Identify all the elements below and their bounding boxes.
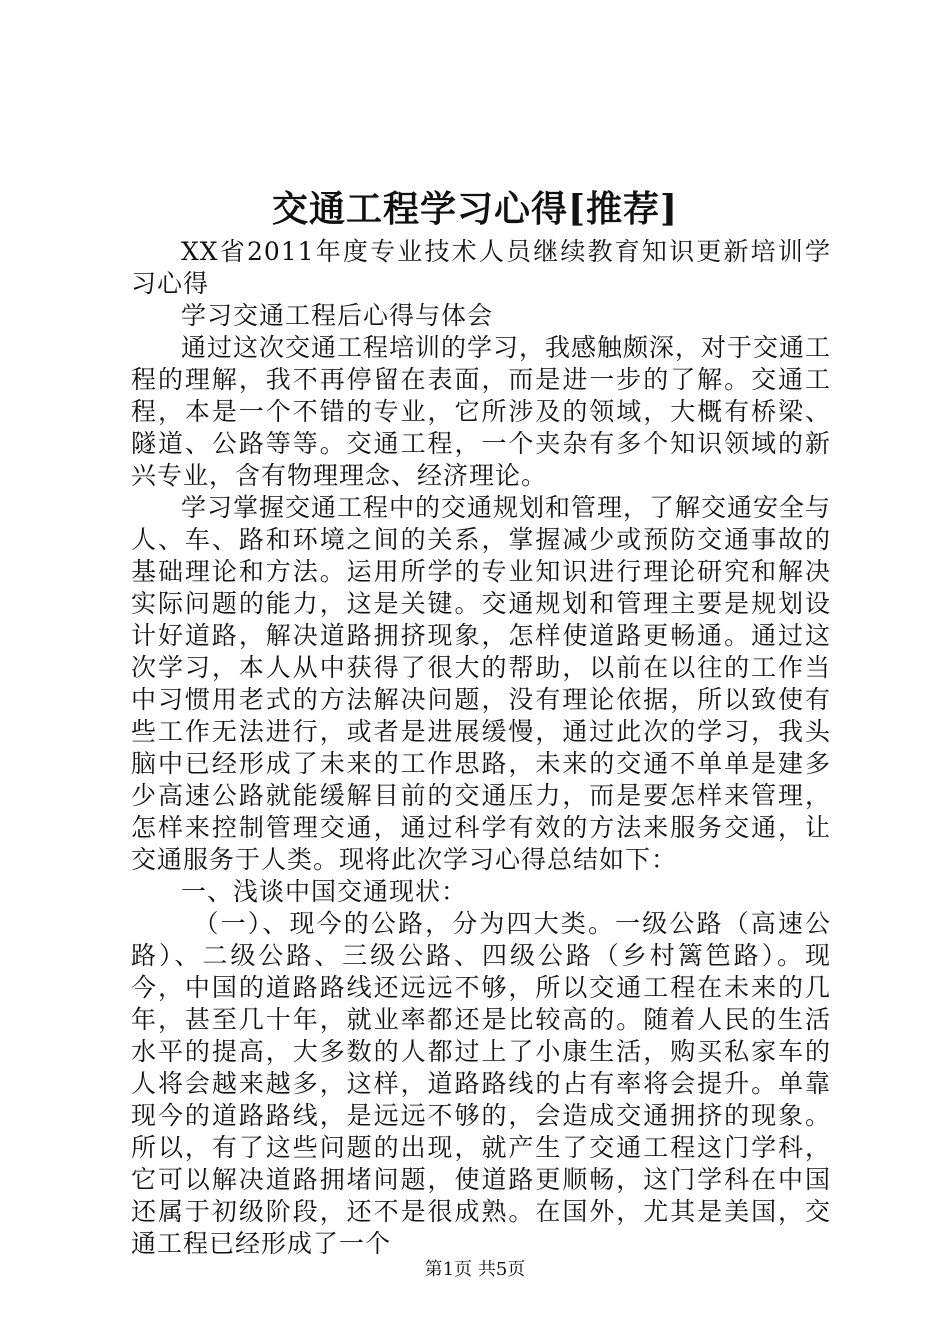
- paragraph-current-roads: （一）、现今的公路，分为四大类。一级公路（高速公路）、二级公路、三级公路、四级公路（乡村篱笆路）。现今，中国的道路路线还远远不够，所以交通工程在未来的几年，甚至几十年，就业率都还是比较高的。随着人民的生活水平的提高，大多数的人都过上了小康生活，购买私家车的人将会越来越多，这样，道路路线的占有率将会提升。单靠现今的道路路线，是远远不够的，会造成交通拥挤的现象。所以，有了这些问题的出现，就产生了交通工程这门学科，它可以解决道路拥堵问题，使道路更顺畅，这门学科在中国还属于初级阶段，还不是很成熟。在国外，尤其是美国，交通工程已经形成了一个: [131, 909, 831, 1258]
- page-footer: 第1页 共5页: [424, 1259, 526, 1280]
- document-title: 交通工程学习心得[推荐]: [271, 188, 679, 230]
- paragraph-course-heading: XX省2011年度专业技术人员继续教育知识更新培训学习心得: [131, 237, 831, 298]
- paragraph-intro: 通过这次交通工程培训的学习，我感触颇深，对于交通工程的理解，我不再停留在表面，而是进一步的了解。交通工程，本是一个不错的专业，它所涉及的领域，大概有桥梁、隧道、公路等等。交通工程，一个夹杂有多个知识领域的新兴专业，含有物理理念、经济理论。: [131, 333, 832, 490]
- paragraph-subtitle: 学习交通工程后心得与体会: [181, 301, 494, 330]
- document-body: [131, 236, 831, 1260]
- paragraph-planning: 学习掌握交通工程中的交通规划和管理，了解交通安全与人、车、路和环境之间的关系，掌握减少或预防交通事故的基础理论和方法。运用所学的专业知识进行理论研究和解决实际问题的能力，这是关键。交通规划和管理主要是规划设计好道路，解决道路拥挤现象，怎样使道路更畅通。通过这次学习，本人从中获得了很大的帮助，以前在以往的工作当中习惯用老式的方法解决问题，没有理论依据，所以致使有些工作无法进行，或者是进展缓慢，通过此次的学习，我头脑中已经形成了未来的工作思路，未来的交通不单单是建多少高速公路就能缓解目前的交通压力，而是要怎样来管理，怎样来控制管理交通，通过科学有效的方法来服务交通，让交通服务于人类。现将此次学习心得总结如下：: [131, 493, 832, 874]
- section-heading-1: 一、浅谈中国交通现状：: [181, 877, 468, 906]
